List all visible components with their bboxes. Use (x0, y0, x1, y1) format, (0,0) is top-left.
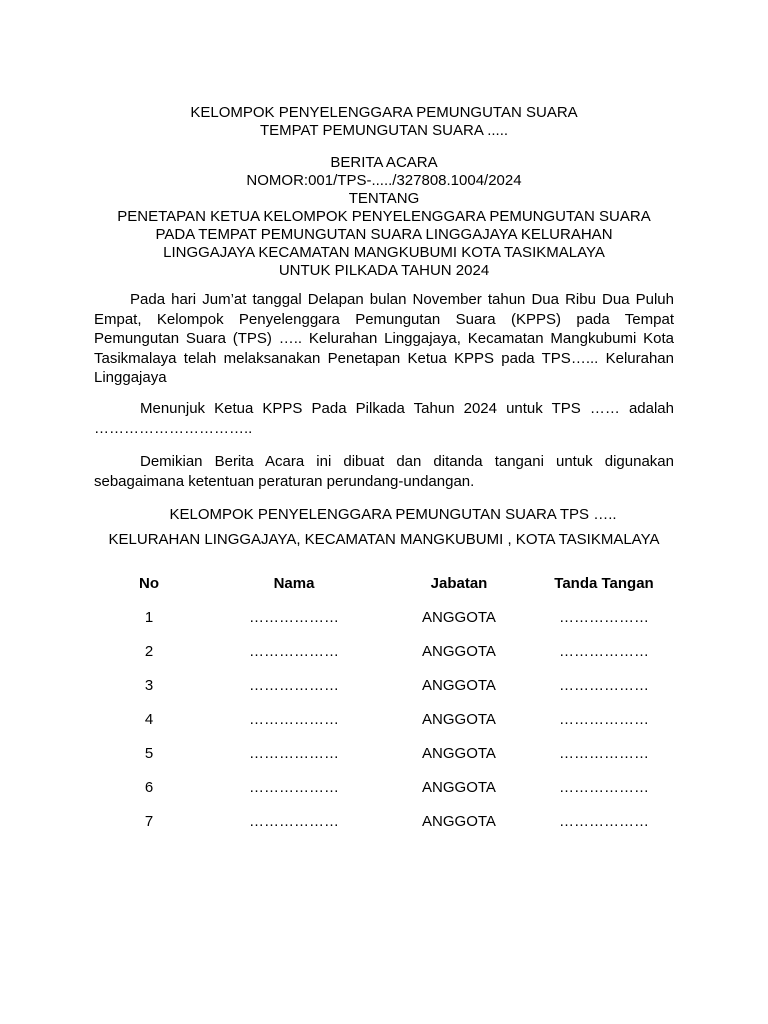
cell-no: 4 (144, 710, 154, 728)
cell-no: 2 (144, 642, 154, 660)
document-number: NOMOR:001/TPS-...../327808.1004/2024 (246, 172, 522, 189)
cell-no: 3 (144, 676, 154, 694)
subject-line-4: UNTUK PILKADA TAHUN 2024 (278, 262, 490, 279)
footer-line-2: KELURAHAN LINGGAJAYA, KECAMATAN MANGKUBUMI , KOTA TASIKMALAYA (108, 531, 660, 548)
table-row (94, 668, 674, 702)
table-row (94, 736, 674, 770)
table-row (94, 634, 674, 668)
cell-tanda-tangan: ……………… (559, 744, 649, 762)
table-row (94, 804, 674, 838)
column-header-nama: Nama (273, 574, 315, 592)
header-line-2: TEMPAT PEMUNGUTAN SUARA ..... (259, 122, 509, 139)
cell-no: 7 (144, 812, 154, 830)
cell-jabatan: ANGGOTA (422, 812, 496, 830)
subject-line-2: PADA TEMPAT PEMUNGUTAN SUARA LINGGAJAYA KELURAHAN (155, 226, 613, 243)
cell-nama: ……………… (249, 608, 339, 626)
cell-jabatan: ANGGOTA (422, 608, 496, 626)
paragraph-text: Pada hari Jum’at tanggal Delapan bulan November tahun Dua Ribu Dua Puluh Empat, Kelompok Penyelenggara Pemungutan Suara (KPPS) pada Tempat Pemungutan Suara (TPS) ….. Kelurahan Linggajaya, Kecamatan Mangkubumi Kota Tasikmalaya telah melaksanakan Penetapan Ketua KPPS pada TPS…... Kelurahan Linggajaya (94, 291, 674, 386)
table-row (94, 600, 674, 634)
cell-jabatan: ANGGOTA (422, 710, 496, 728)
cell-jabatan: ANGGOTA (422, 642, 496, 660)
document-title-block (94, 154, 674, 280)
cell-no: 5 (144, 744, 154, 762)
signature-table (94, 566, 674, 838)
cell-nama: ……………… (249, 778, 339, 796)
document-header (94, 104, 674, 140)
cell-tanda-tangan: ……………… (559, 676, 649, 694)
body-paragraph-1 (94, 290, 674, 388)
tentang-label: TENTANG (348, 190, 420, 207)
cell-nama: ……………… (249, 642, 339, 660)
cell-jabatan: ANGGOTA (422, 744, 496, 762)
cell-nama: ……………… (249, 710, 339, 728)
column-header-no: No (139, 574, 159, 592)
header-line-1: KELOMPOK PENYELENGGARA PEMUNGUTAN SUARA (190, 104, 578, 121)
cell-tanda-tangan: ……………… (559, 642, 649, 660)
subject-line-1: PENETAPAN KETUA KELOMPOK PENYELENGGARA PEMUNGUTAN SUARA (117, 208, 651, 225)
cell-tanda-tangan: ……………… (559, 778, 649, 796)
cell-no: 6 (144, 778, 154, 796)
column-header-tanda-tangan: Tanda Tangan (554, 574, 654, 592)
cell-nama: ……………… (249, 744, 339, 762)
cell-jabatan: ANGGOTA (422, 676, 496, 694)
column-header-jabatan: Jabatan (430, 574, 488, 592)
body-paragraph-3 (94, 452, 674, 491)
cell-jabatan: ANGGOTA (422, 778, 496, 796)
paragraph-text: Demikian Berita Acara ini dibuat dan ditanda tangani untuk digunakan sebagaimana ketentuan peraturan perundang-undangan. (94, 453, 674, 490)
cell-no: 1 (144, 608, 154, 626)
paragraph-text: Menunjuk Ketua KPPS Pada Pilkada Tahun 2024 untuk TPS …… adalah ………………………….. (94, 400, 674, 437)
cell-tanda-tangan: ……………… (559, 608, 649, 626)
table-header-row (94, 566, 674, 600)
table-row (94, 770, 674, 804)
cell-tanda-tangan: ……………… (559, 812, 649, 830)
body-paragraph-2 (94, 399, 674, 438)
table-row (94, 702, 674, 736)
document-title: BERITA ACARA (330, 154, 438, 171)
cell-tanda-tangan: ……………… (559, 710, 649, 728)
cell-nama: ……………… (249, 812, 339, 830)
subject-line-3: LINGGAJAYA KECAMATAN MANGKUBUMI KOTA TASIKMALAYA (163, 244, 605, 261)
footer-line-1: KELOMPOK PENYELENGGARA PEMUNGUTAN SUARA TPS ….. (169, 506, 617, 523)
cell-nama: ……………… (249, 676, 339, 694)
